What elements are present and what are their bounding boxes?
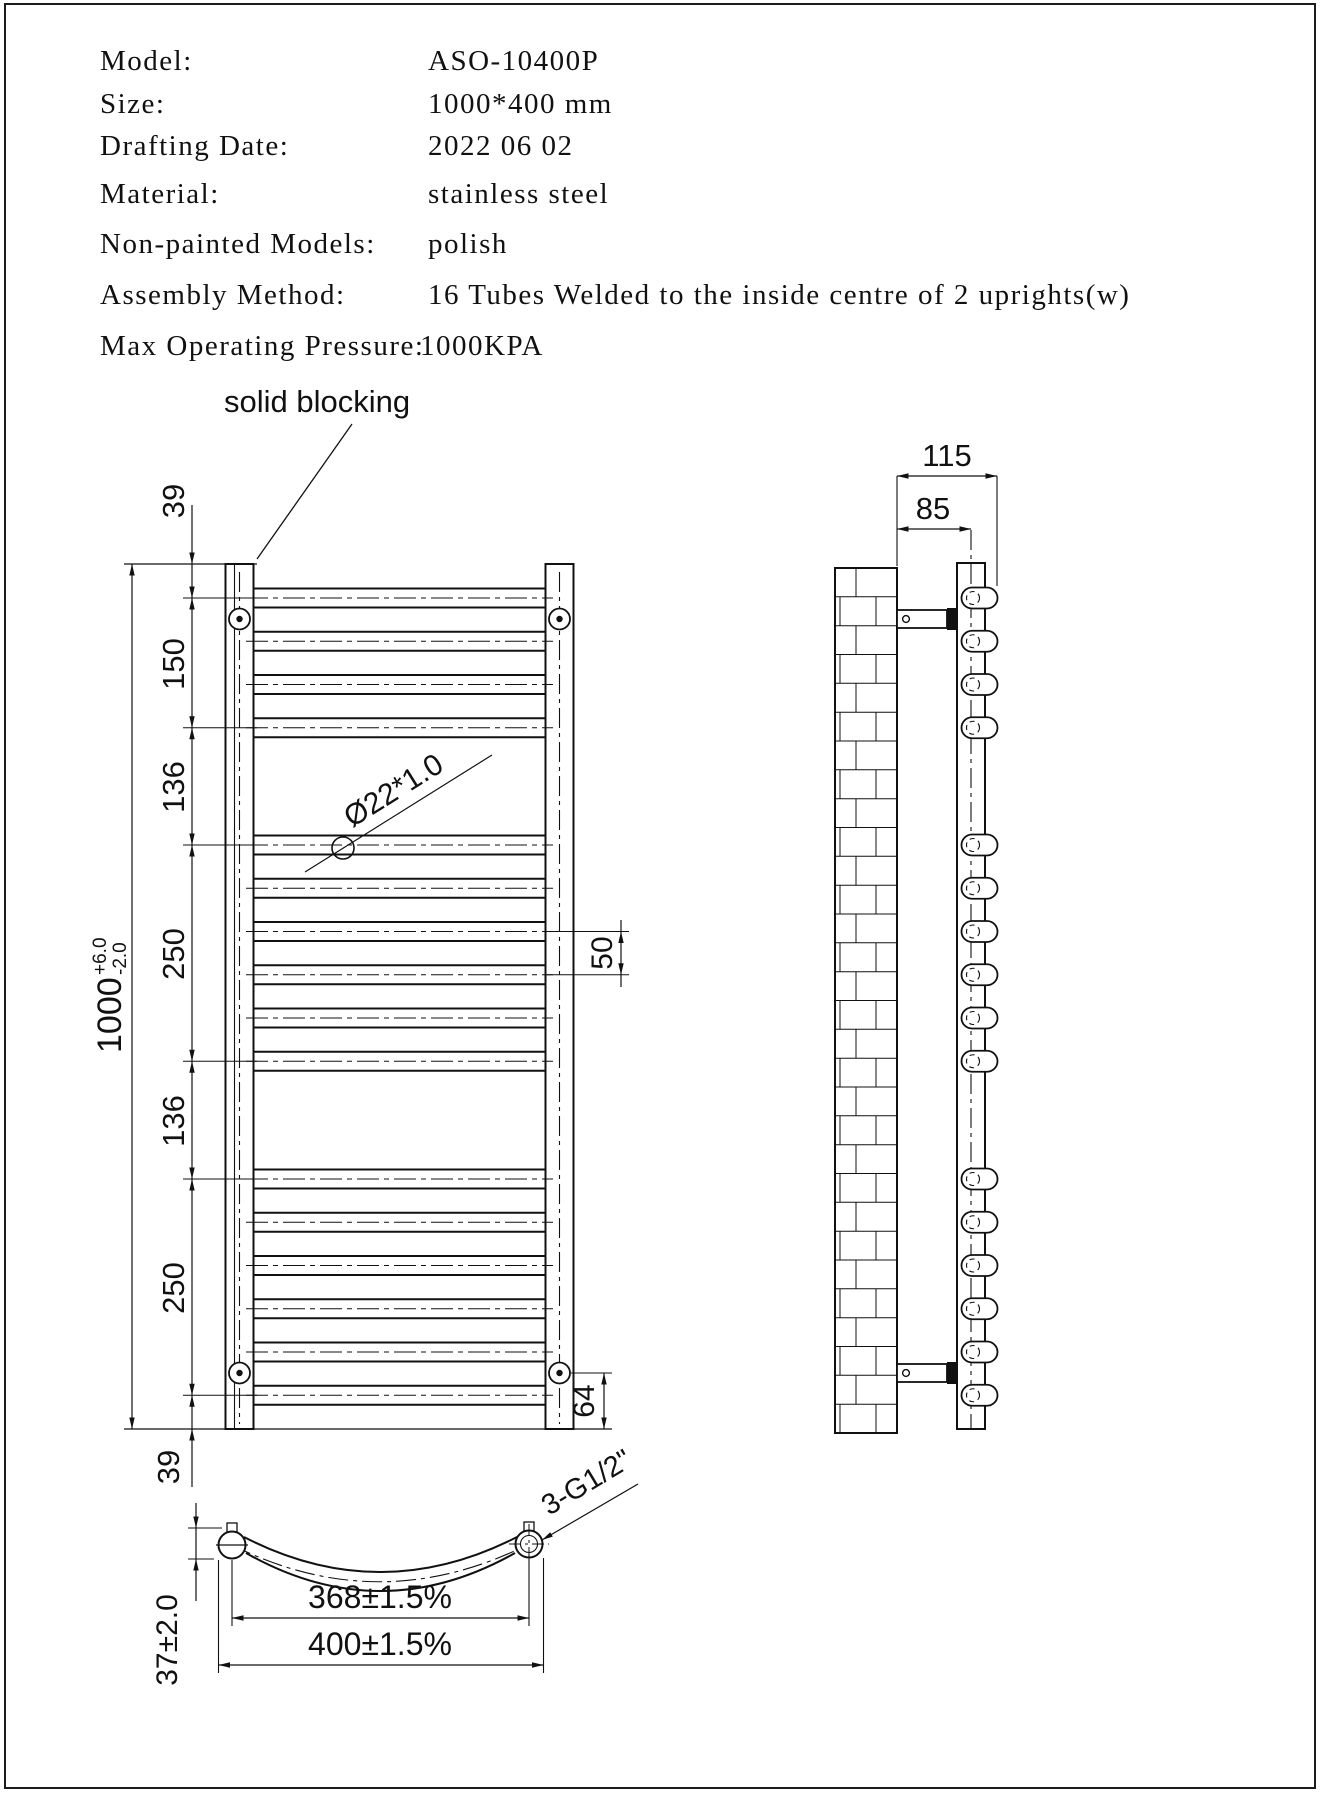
- dim-85-value: 85: [915, 491, 951, 526]
- tube-row: [246, 879, 553, 898]
- tube-size-callout: [305, 748, 492, 872]
- solid-blocking-label: solid blocking: [224, 384, 411, 419]
- spec-label: Material:: [100, 178, 220, 210]
- tube-end: [962, 1342, 998, 1363]
- dim-400-value: 400±1.5%: [308, 1626, 452, 1662]
- tube-end: [962, 1169, 998, 1190]
- tube-end: [962, 1385, 998, 1406]
- tube-row: [246, 718, 553, 737]
- dim-pitch-value: 50: [586, 936, 619, 970]
- front-view: [90, 384, 629, 1487]
- wall-brackets: [897, 608, 956, 1384]
- spec-label: Max Operating Pressure:: [100, 330, 425, 362]
- bottom-view: [151, 1444, 638, 1686]
- dim-chain-39-top: 39: [156, 483, 191, 519]
- dim-chain-250-upper: 250: [156, 928, 191, 980]
- wall-bracket-arm: [897, 1362, 956, 1384]
- spec-value: stainless steel: [428, 178, 610, 210]
- spec-label: Assembly Method:: [100, 279, 346, 311]
- tube-row: [246, 1343, 553, 1362]
- tube-rows: [246, 589, 553, 1405]
- spec-value: 1000*400 mm: [428, 88, 613, 120]
- tube-row: [246, 1299, 553, 1318]
- tube-end: [962, 835, 998, 856]
- tube-row: [246, 589, 553, 608]
- tube-end: [962, 631, 998, 652]
- right-upright: [546, 564, 574, 1429]
- dim-overall-value: 1000: [91, 977, 129, 1053]
- spec-label: Model:: [100, 45, 193, 77]
- dim-85: [897, 491, 971, 529]
- fixing-point: [549, 1363, 570, 1384]
- tube-end: [962, 1298, 998, 1319]
- brick-pattern: [835, 568, 897, 1433]
- tube-end: [962, 1008, 998, 1029]
- dim-chain-250-lower: 250: [156, 1262, 191, 1314]
- fixing-point: [549, 609, 570, 630]
- tube-end: [962, 674, 998, 695]
- tube-row: [246, 1256, 553, 1275]
- tube-row: [246, 675, 553, 694]
- solid-blocking-callout: [224, 384, 410, 559]
- spec-label: Non-painted Models:: [100, 228, 376, 260]
- dim-chain-39-bottom: 39: [151, 1449, 186, 1485]
- tube-end: [962, 1255, 998, 1276]
- dim-37-value: 37±2.0: [151, 1594, 184, 1686]
- spec-label: Drafting Date:: [100, 130, 290, 162]
- tube-end: [962, 921, 998, 942]
- tube-row: [246, 922, 553, 941]
- dim-400: [219, 1558, 544, 1673]
- dim-64-value: 64: [568, 1384, 601, 1418]
- bracket-fixings: [229, 609, 570, 1384]
- tube-size-label: Ø22*1.0: [338, 747, 450, 834]
- tube-row: [246, 1213, 553, 1232]
- tube-row: [246, 836, 553, 855]
- dim-overall-height: [90, 564, 132, 1429]
- tube-end: [962, 717, 998, 738]
- spec-value: 2022 06 02: [428, 130, 574, 162]
- tube-row: [246, 1009, 553, 1028]
- tube-end: [962, 878, 998, 899]
- spec-value: 1000KPA: [420, 330, 544, 362]
- right-upright-section: [509, 1522, 549, 1564]
- fixing-point: [229, 609, 250, 630]
- tube-row: [246, 1170, 553, 1189]
- dim-overall-tol-plus: +6.0: [90, 937, 111, 975]
- left-upright: [226, 564, 254, 1429]
- spec-value: ASO-10400P: [428, 45, 600, 77]
- dim-368-value: 368±1.5%: [308, 1579, 452, 1615]
- tube-row: [246, 1386, 553, 1405]
- dim-chain-136-upper: 136: [156, 761, 191, 813]
- thread-callout: [536, 1444, 638, 1540]
- tube-row: [246, 1052, 553, 1071]
- spec-label: Size:: [100, 88, 166, 120]
- wall-section: [835, 568, 897, 1433]
- tube-end: [962, 964, 998, 985]
- spec-value: polish: [428, 228, 508, 260]
- side-view: [835, 438, 998, 1433]
- tube-end: [962, 588, 998, 609]
- wall-bracket-arm: [897, 608, 956, 630]
- fixing-point: [229, 1363, 250, 1384]
- dim-37: [151, 1503, 222, 1686]
- tube-row: [246, 632, 553, 651]
- dim-chain-136-lower: 136: [156, 1095, 191, 1147]
- tube-end: [962, 1051, 998, 1072]
- thread-label: 3-G1/2": [536, 1443, 638, 1523]
- dim-chain-150: 150: [156, 638, 191, 690]
- dim-115-value: 115: [922, 438, 972, 473]
- dim-overall-tol-minus: -2.0: [110, 942, 131, 975]
- tube-end: [962, 1212, 998, 1233]
- tube-row: [246, 965, 553, 984]
- spec-value: 16 Tubes Welded to the inside centre of 2 uprights(w): [428, 279, 1131, 311]
